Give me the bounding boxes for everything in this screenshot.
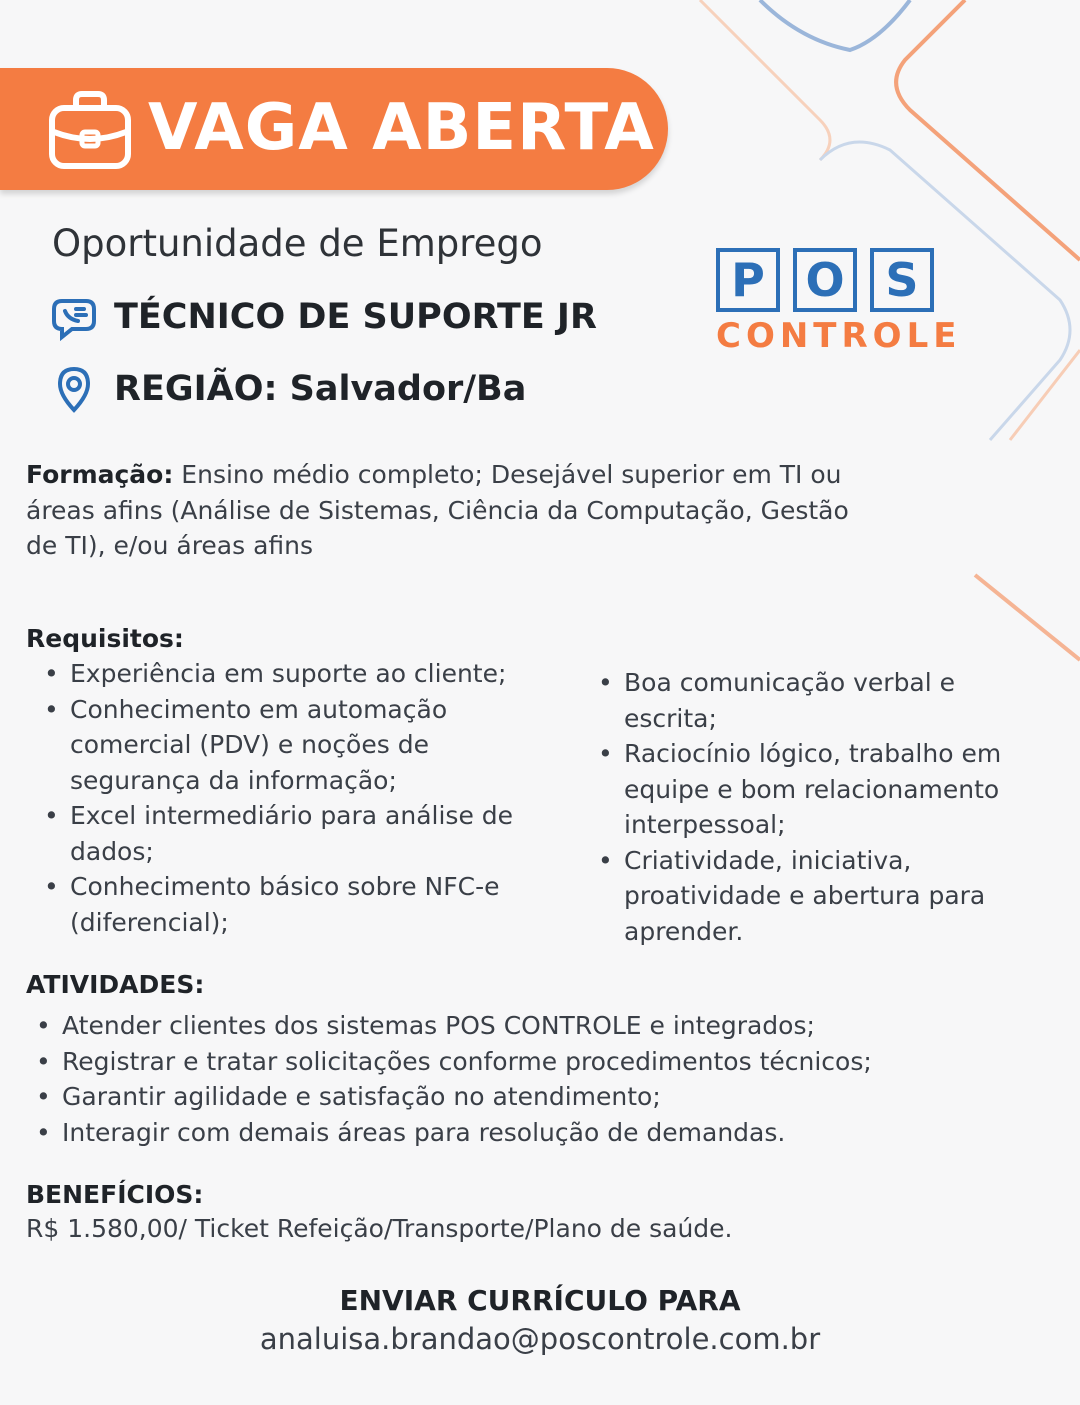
support-chat-icon (48, 291, 100, 343)
logo-word: CONTROLE (716, 316, 962, 356)
list-item: • Interagir com demais áreas para resolução de demandas. (26, 1115, 1066, 1151)
formacao-line: Ensino médio completo; Desejável superior em TI ou (173, 460, 842, 489)
list-item: • Criatividade, iniciativa, proatividade e abertura para aprender. (580, 843, 1060, 950)
atividades-heading: ATIVIDADES: (26, 970, 205, 999)
job-title: TÉCNICO DE SUPORTE JR (114, 297, 597, 337)
beneficios-text: R$ 1.580,00/ Ticket Refeição/Transporte/Plano de saúde. (26, 1214, 733, 1243)
region-text: REGIÃO: Salvador/Ba (114, 369, 527, 409)
list-item: • Atender clientes dos sistemas POS CONTROLE e integrados; (26, 1008, 1066, 1044)
job-title-row (48, 291, 597, 343)
requisitos-heading: Requisitos: (26, 624, 184, 653)
job-banner (0, 68, 668, 190)
cta-title: ENVIAR CURRÍCULO PARA (339, 1284, 741, 1317)
list-item: • Conhecimento em automação comercial (PDV) e noções de segurança da informação; (26, 692, 586, 799)
formacao-label: Formação: (26, 460, 174, 489)
logo-letter: S (870, 248, 934, 312)
list-item: • Experiência em suporte ao cliente; (26, 656, 586, 692)
region-row (48, 363, 526, 415)
banner-title: VAGA ABERTA (148, 91, 655, 165)
list-item: • Boa comunicação verbal e escrita; (580, 665, 1060, 736)
formacao-line: de TI), e/ou áreas afins (26, 531, 314, 560)
list-item: • Raciocínio lógico, trabalho em equipe e bom relacionamento interpessoal; (580, 736, 1060, 843)
list-item: • Garantir agilidade e satisfação no atendimento; (26, 1079, 1066, 1115)
logo-letter: P (716, 248, 780, 312)
beneficios-heading: BENEFÍCIOS: (26, 1180, 204, 1209)
formacao-paragraph (26, 457, 849, 564)
briefcase-icon (46, 86, 134, 174)
location-pin-icon (48, 363, 100, 415)
requisitos-right-list (580, 665, 1060, 949)
logo-letter: O (793, 248, 857, 312)
page-subtitle: Oportunidade de Emprego (52, 222, 543, 265)
cta-email[interactable]: analuisa.brandao@poscontrole.com.br (259, 1322, 821, 1356)
atividades-list (26, 1008, 1066, 1150)
requisitos-left-list (26, 656, 586, 940)
list-item: • Registrar e tratar solicitações conforme procedimentos técnicos; (26, 1044, 1066, 1080)
pos-controle-logo (716, 248, 961, 356)
list-item: • Conhecimento básico sobre NFC-e (diferencial); (26, 869, 586, 940)
list-item: • Excel intermediário para análise de dados; (26, 798, 586, 869)
formacao-line: áreas afins (Análise de Sistemas, Ciência da Computação, Gestão (26, 495, 849, 525)
